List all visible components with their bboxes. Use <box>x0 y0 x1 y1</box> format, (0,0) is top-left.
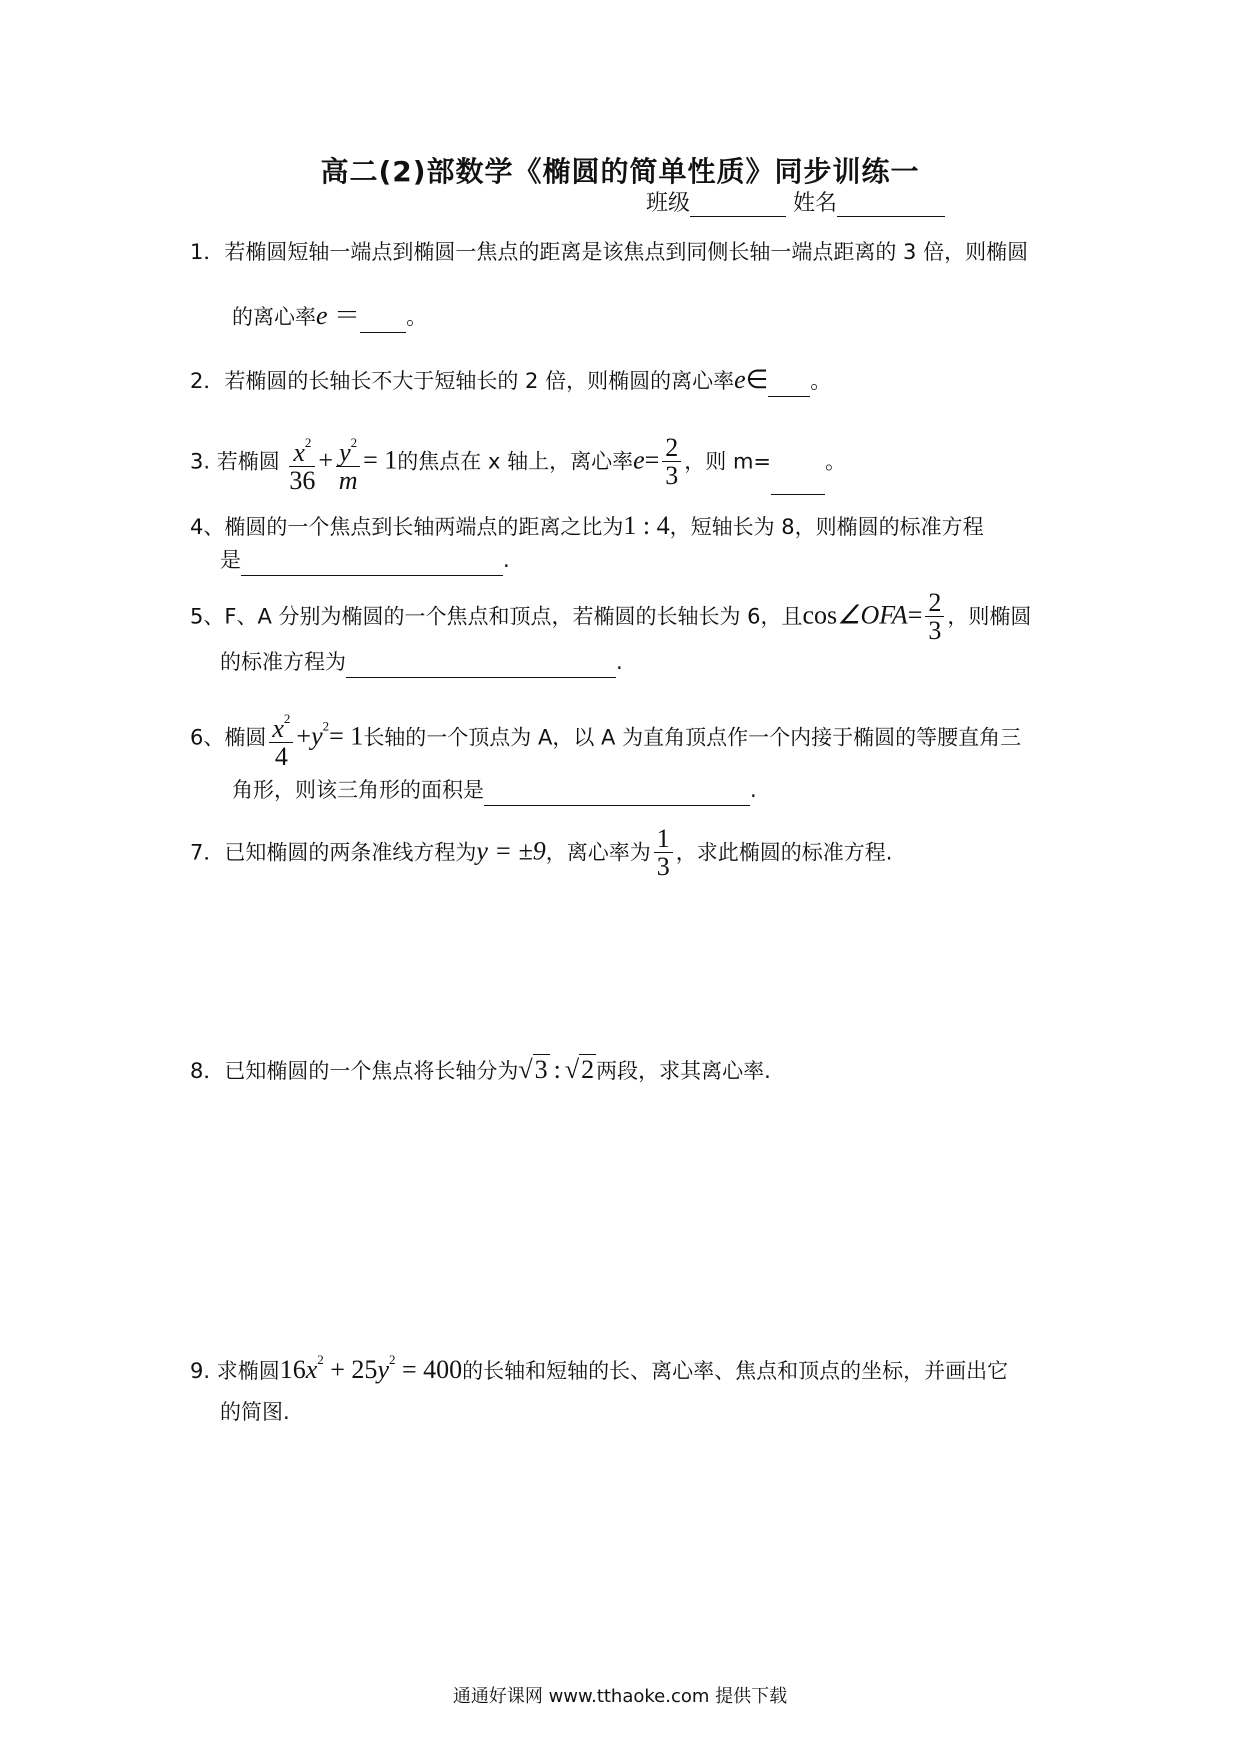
answer-blank-6 <box>484 783 750 806</box>
question-1-line-2: 的离心率e ＝ 。 <box>232 300 427 333</box>
question-7: 7．已知椭圆的两条准线方程为y = ±9，离心率为 $\frac{1}{3}$ ，求此椭圆的标准方程. <box>190 824 893 881</box>
question-5-line-2: 的标准方程为 . <box>220 646 623 678</box>
answer-blank-2 <box>768 374 810 397</box>
question-1-line-1: 1．若椭圆短轴一端点到椭圆一焦点的距离是该焦点到同侧长轴一端点距离的 3 倍，则椭圆 <box>190 240 1029 264</box>
class-blank <box>690 194 786 217</box>
fraction-2-3: $\frac{2}{3}$ <box>662 435 681 490</box>
sqrt-2: √2 <box>564 1055 595 1084</box>
student-info <box>646 186 945 217</box>
question-9-line-2: 的简图. <box>220 1400 290 1424</box>
question-3: 3. 若椭圆 $\frac{x^2}{36}$ + $\frac{y^2}{m}$ = 1的焦点在 x 轴上，离心率e= $\frac{2}{3}$ ，则 m= 。 <box>190 430 846 495</box>
fraction-2-3-cos: $\frac{2}{3}$ <box>925 590 944 645</box>
answer-blank-3 <box>771 472 825 495</box>
name-blank <box>837 194 945 217</box>
question-2: 2．若椭圆的长轴长不大于短轴长的 2 倍，则椭圆的离心率e∈ 。 <box>190 364 831 397</box>
fraction-y2-m: $\frac{y^2}{m}$ <box>336 430 360 495</box>
question-8: 8．已知椭圆的一个焦点将长轴分为√3 : √2两段，求其离心率. <box>190 1055 771 1084</box>
question-6-line-1: 6、椭圆 $\frac{x^2}{4}$ $+y^2= 1$长轴的一个顶点为 A，以 A 为直角顶点作一个内接于椭圆的等腰直角三 <box>190 706 1021 771</box>
answer-blank-1 <box>360 310 406 333</box>
question-9-line-1: 9. 求椭圆$16x^2 + 25y^2 = 400$的长轴和短轴的长、离心率、焦点和顶点的坐标，并画出它 <box>190 1352 1009 1384</box>
answer-blank-4 <box>241 553 503 576</box>
answer-blank-5 <box>346 655 616 678</box>
page-title: 高二(2)部数学《椭圆的简单性质》同步训练一 <box>320 155 920 188</box>
name-label: 姓名 <box>793 191 838 216</box>
question-4-line-2: 是 . <box>220 544 510 576</box>
question-6-line-2: 角形，则该三角形的面积是 . <box>232 774 757 806</box>
question-5-line-1: 5、F、A 分别为椭圆的一个焦点和顶点，若椭圆的长轴长为 6，且cos∠OFA= $\frac{2}{3}$ ，则椭圆 <box>190 588 1032 645</box>
fraction-x2-36: $\frac{x^2}{36}$ <box>289 430 315 495</box>
class-label: 班级 <box>646 191 691 216</box>
page-footer: 通通好课网 www.tthaoke.com 提供下载 <box>452 1686 788 1707</box>
fraction-1-3: $\frac{1}{3}$ <box>654 826 673 881</box>
question-4-line-1: 4、椭圆的一个焦点到长轴两端点的距离之比为1 : 4，短轴长为 8，则椭圆的标准方程 <box>190 511 984 540</box>
fraction-x2-4: $\frac{x^2}{4}$ <box>269 706 293 771</box>
sqrt-3: √3 <box>518 1055 548 1084</box>
